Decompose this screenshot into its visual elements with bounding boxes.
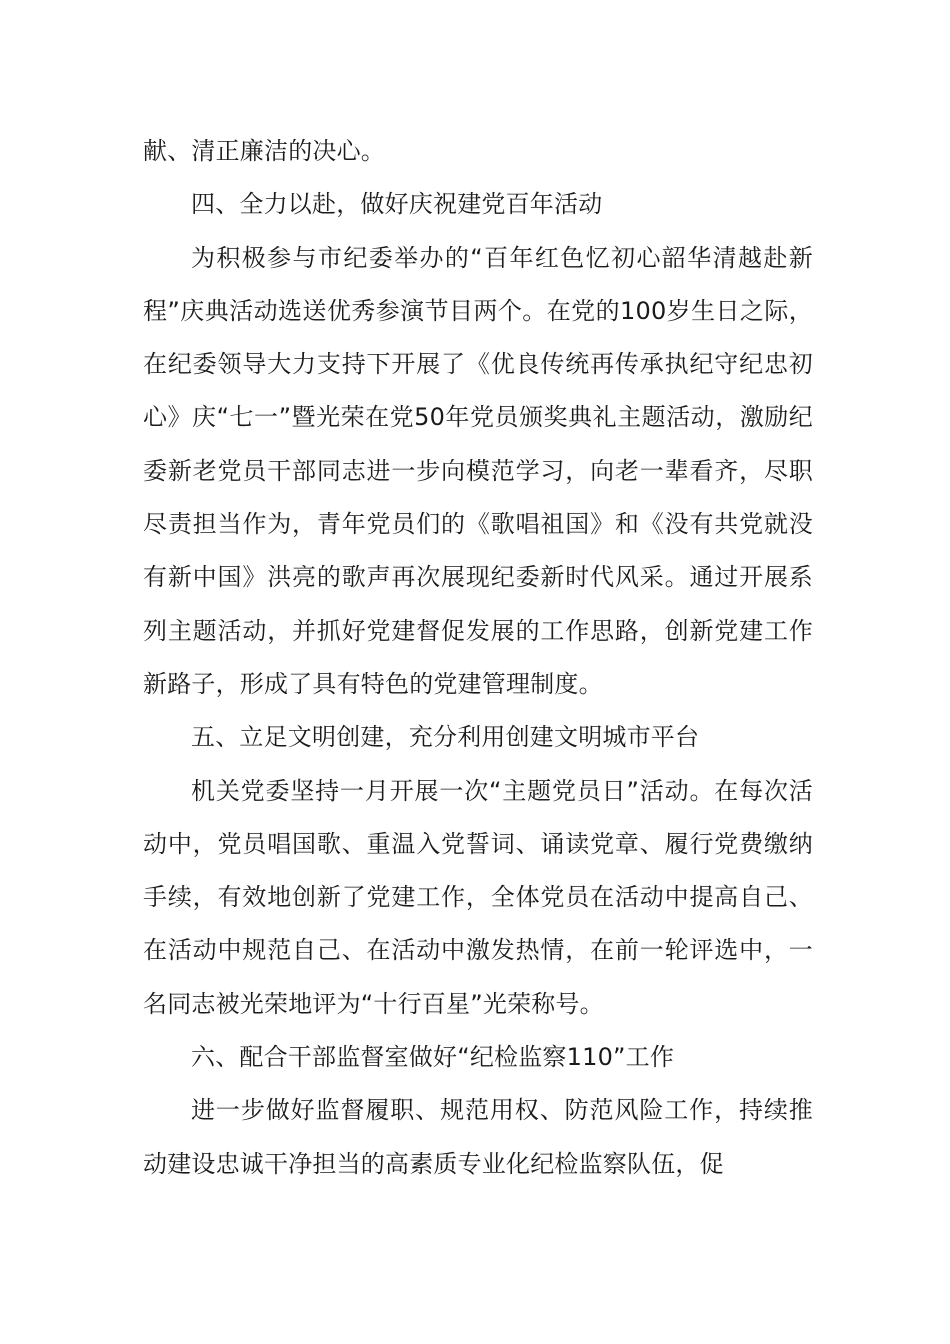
section-heading-6: 六、配合干部监督室做好“纪检监察110”工作 — [191, 1043, 675, 1072]
document-body — [143, 125, 813, 1191]
paragraph-section-5: 机关党委坚持一月开展一次“主题党员日”活动。在每次活动中，党员唱国歌、重温入党誓词、诵读党章、履行党费缴纳手续，有效地创新了党建工作，全体党员在活动中提高自己、在活动中规范自己、在活动中激发热情，在前一轮评选中，一名同志被光荣地评为“十行百星”光荣称号。 — [143, 776, 813, 1018]
paragraph-section-4: 为积极参与市纪委举办的“百年红色忆初心韶华清越赴新程”庆典活动选送优秀参演节目两个。在党的100岁生日之际，在纪委领导大力支持下开展了《优良传统再传承执纪守纪忠初心》庆“七一”暨光荣在党50年党员颁奖典礼主题活动，激励纪委新老党员干部同志进一步向模范学习，向老一辈看齐，尽职尽责担当作为，青年党员们的《歌唱祖国》和《没有共党就没有新中国》洪亮的歌声再次展现纪委新时代风采。通过开展系列主题活动，并抓好党建督促发展的工作思路，创新党建工作新路子，形成了具有特色的党建管理制度。 — [143, 243, 813, 698]
paragraph-continuation: 献、清正廉洁的决心。 — [143, 137, 385, 165]
section-heading-4: 四、全力以赴，做好庆祝建党百年活动 — [191, 190, 603, 219]
paragraph-section-6: 进一步做好监督履职、规范用权、防范风险工作，持续推动建设忠诚干净担当的高素质专业化纪检监察队伍，促 — [143, 1096, 813, 1178]
section-heading-5: 五、立足文明创建，充分利用创建文明城市平台 — [191, 723, 700, 752]
